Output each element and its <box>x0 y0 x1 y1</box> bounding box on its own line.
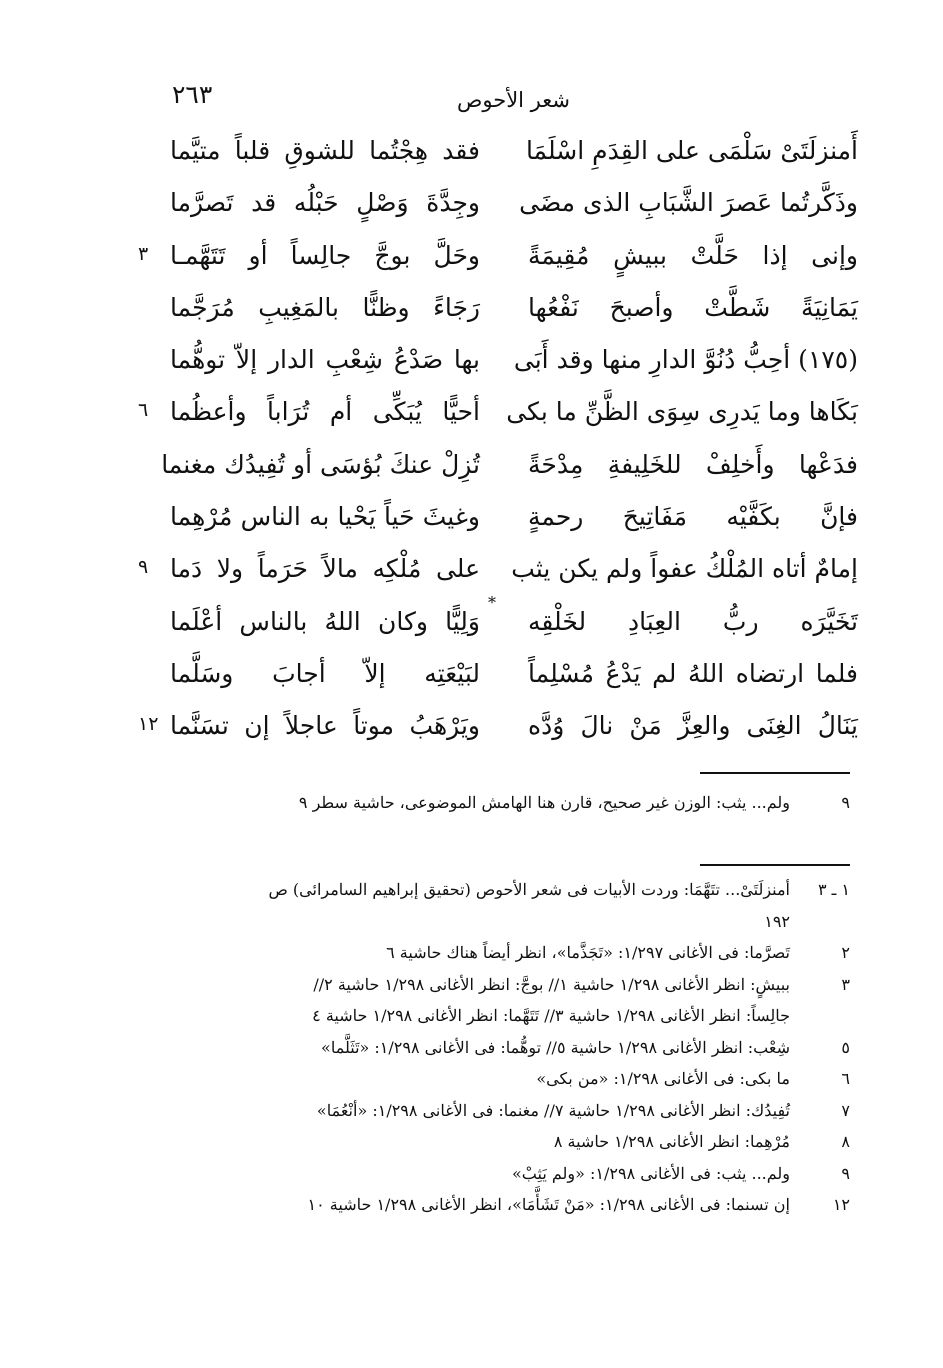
verse-first-hemistich: فإنَّ بكَفَّيْه مَفَاتِيحَ رحمةٍ <box>528 502 858 532</box>
running-title: شعر الأحوص <box>456 88 570 112</box>
footnote-text: ما بكى: فى الأغانى ١/٢٩٨: «من بكى» <box>536 1069 790 1088</box>
verse-first-hemistich: وإنى إذا حَلَّتْ ببيشٍ مُقِيمَةً <box>528 240 858 270</box>
page-number: ٢٦٣ <box>172 80 213 109</box>
verse-second-hemistich: تُزِلْ عنكَ بُؤسَى أو تُفِيدُك مغنما <box>161 449 480 479</box>
verse-row <box>130 442 860 494</box>
footnote <box>160 1101 850 1129</box>
verse-first-hemistich: فدَعْها وأَخلِفْ للخَلِيفةِ مِدْحَةً <box>528 449 858 479</box>
footnote <box>160 1132 850 1160</box>
verse-second-hemistich: على مُلْكِه مالاً حَرَماً ولا دَما <box>170 554 480 584</box>
verse-row <box>130 592 860 651</box>
footnote-text: تُفِيدُك: انظر الأغانى ١/٢٩٨ حاشية ٧// مغنما: فى الأغانى ١/٢٩٨: «أنْعُمَا» <box>316 1100 790 1120</box>
footnote <box>160 1006 850 1034</box>
verse-row <box>130 494 860 546</box>
verse-second-hemistich: بها صَدْعُ شِعْبِ الدار إلاّ توهُّما <box>170 345 480 375</box>
footnote-text: جالِساً: انظر الأغانى ١/٢٩٨ حاشية ٣// تَتَهَّما: انظر الأغانى ١/٢٩٨ حاشية ٤ <box>312 1006 790 1025</box>
verse-first-hemistich: بَكَاها وما يَدرِى سِوَى الظَّنِّ ما بكى <box>506 397 858 427</box>
editorial-note <box>160 793 850 821</box>
footnote-number: ٨ <box>841 1132 850 1151</box>
footnote <box>160 912 850 940</box>
footnote-text: مُرْهِما: انظر الأغانى ١/٢٩٨ حاشية ٨ <box>553 1132 790 1151</box>
verse-first-hemistich: يَمَانِيَةً شَطَّتْ وأصبحَ نَفْعُها <box>528 292 858 322</box>
verse-first-hemistich: أَمنزلَتَىْ سَلْمَى على القِدَمِ اسْلَمَا <box>525 136 858 165</box>
verse-row <box>130 128 860 180</box>
footnote-number: ٧ <box>841 1100 850 1120</box>
footnote-text: تَصرَّما: فى الأغانى ١/٢٩٧: «تَجَذَّما»، انظر أيضاً هناك حاشية ٦ <box>386 943 790 962</box>
verse-second-hemistich: وجِدَّةَ وَصْلٍ حَبْلُه قد تَصرَّما <box>170 188 480 218</box>
verse-line-number: ١٢ <box>138 713 159 736</box>
poem <box>130 128 860 756</box>
footnote-number: ١ ـ ٣ <box>817 880 850 899</box>
verse-row <box>130 233 860 285</box>
footnote <box>160 943 850 971</box>
footnote-text: ١٩٢ <box>764 911 790 931</box>
footnote-number: ٢ <box>841 943 850 962</box>
verse-first-hemistich: (١٧٥) أحِبُّ دُنُوَّ الدارِ منها وقد أَبَى <box>513 345 858 375</box>
footnote <box>160 880 850 908</box>
verse-row <box>130 337 860 389</box>
footnote <box>160 1164 850 1192</box>
verse-second-hemistich: فقد هِجْتُما للشوقِ قلباً متيَّما <box>170 136 480 165</box>
footnote-text: ولم... يثب: فى الأغانى ١/٢٩٨: «ولم يَثِبْ» <box>512 1163 790 1183</box>
page-header <box>150 80 570 120</box>
verse-second-hemistich: ويَرْهَبُ موتاً عاجلاً إن تسَنَّما <box>170 711 480 741</box>
footnote-number: ٣ <box>841 974 850 994</box>
footnote-number: ٩ <box>841 1163 850 1183</box>
verse-row <box>130 389 860 441</box>
verse-row <box>130 651 860 703</box>
verse-second-hemistich: لبَيْعَتِه إلاّ أجابَ وسَلَّما <box>170 658 480 688</box>
verse-first-hemistich: فلما ارتضاه اللهُ لم يَدْعُ مُسْلِماً <box>528 658 858 688</box>
verse-first-hemistich: إمامٌ أتاه المُلْكُ عفواً ولم يكن يثب <box>511 554 858 584</box>
verse-row <box>130 703 860 755</box>
footnote <box>160 975 850 1003</box>
verse-first-hemistich: تَخَيَّرَه ربُّ العِبَادِ لخَلْقِه <box>528 606 858 636</box>
footnote <box>160 1195 850 1223</box>
footnote <box>160 1069 850 1097</box>
verse-second-hemistich: أحيًّا يُبَكِّى أم تُرَاباً وأعظُما <box>170 397 480 427</box>
verse-first-hemistich: وذَكَّرتُما عَصرَ الشَّبَابِ الذى مضَى <box>519 188 858 218</box>
footnote-number: ٥ <box>841 1037 850 1057</box>
footnote-text: أمنزلَتَىْ... تتَهَّمَا: وردت الأبيات فى شعر الأحوص (تحقيق إبراهيم السامرائى) ص <box>268 880 790 899</box>
verse-line-number: ٩ <box>138 556 149 579</box>
verse-second-hemistich: وحَلَّ بوجَّ جالِساً أو تَتَهَّمـا <box>170 240 480 270</box>
verse-line-number: ٣ <box>138 242 149 265</box>
verse-row <box>130 546 860 598</box>
footnote-text: شِعْب: انظر الأغانى ١/٢٩٨ حاشية ٥// توهُّما: فى الأغانى ١/٢٩٨: «تَثَلَّما» <box>321 1037 790 1057</box>
footnote-text: ببيشٍ: انظر الأغانى ١/٢٩٨ حاشية ١// بوجَّ: انظر الأغانى ١/٢٩٨ حاشية ٢// <box>313 974 790 994</box>
footnote <box>160 1038 850 1066</box>
editorial-note-rule <box>700 772 850 774</box>
verse-second-hemistich: رَجَاءً وظنًّا بالمَغِيبِ مُرَجَّما <box>170 292 480 322</box>
footnote-text: إن تسنما: فى الأغانى ١/٢٩٨: «مَنْ تَشَأَّمَا»، انظر الأغانى ١/٢٩٨ حاشية ١٠ <box>307 1195 790 1214</box>
verse-second-hemistich: وَلِيًّا وكان اللهُ بالناس أعْلَما <box>170 606 480 636</box>
verse-row <box>130 180 860 232</box>
editorial-note-number: ٩ <box>841 793 850 812</box>
footnotes-rule <box>700 864 850 866</box>
verse-first-hemistich: يَنَالُ الغِنَى والعِزَّ مَنْ نالَ وُدَّه <box>528 711 858 741</box>
footnote-number: ٦ <box>841 1069 850 1088</box>
verse-asterisk: * <box>488 592 496 612</box>
verse-second-hemistich: وغيثَ حَياً يَحْيا به الناس مُرْهِما <box>170 502 480 532</box>
verse-row <box>130 285 860 337</box>
footnote-number: ١٢ <box>832 1195 850 1214</box>
editorial-note-text: ولم... يثب: الوزن غير صحيح، قارن هنا الهامش الموضوعى، حاشية سطر ٩ <box>298 793 790 812</box>
verse-line-number: ٦ <box>138 399 149 422</box>
